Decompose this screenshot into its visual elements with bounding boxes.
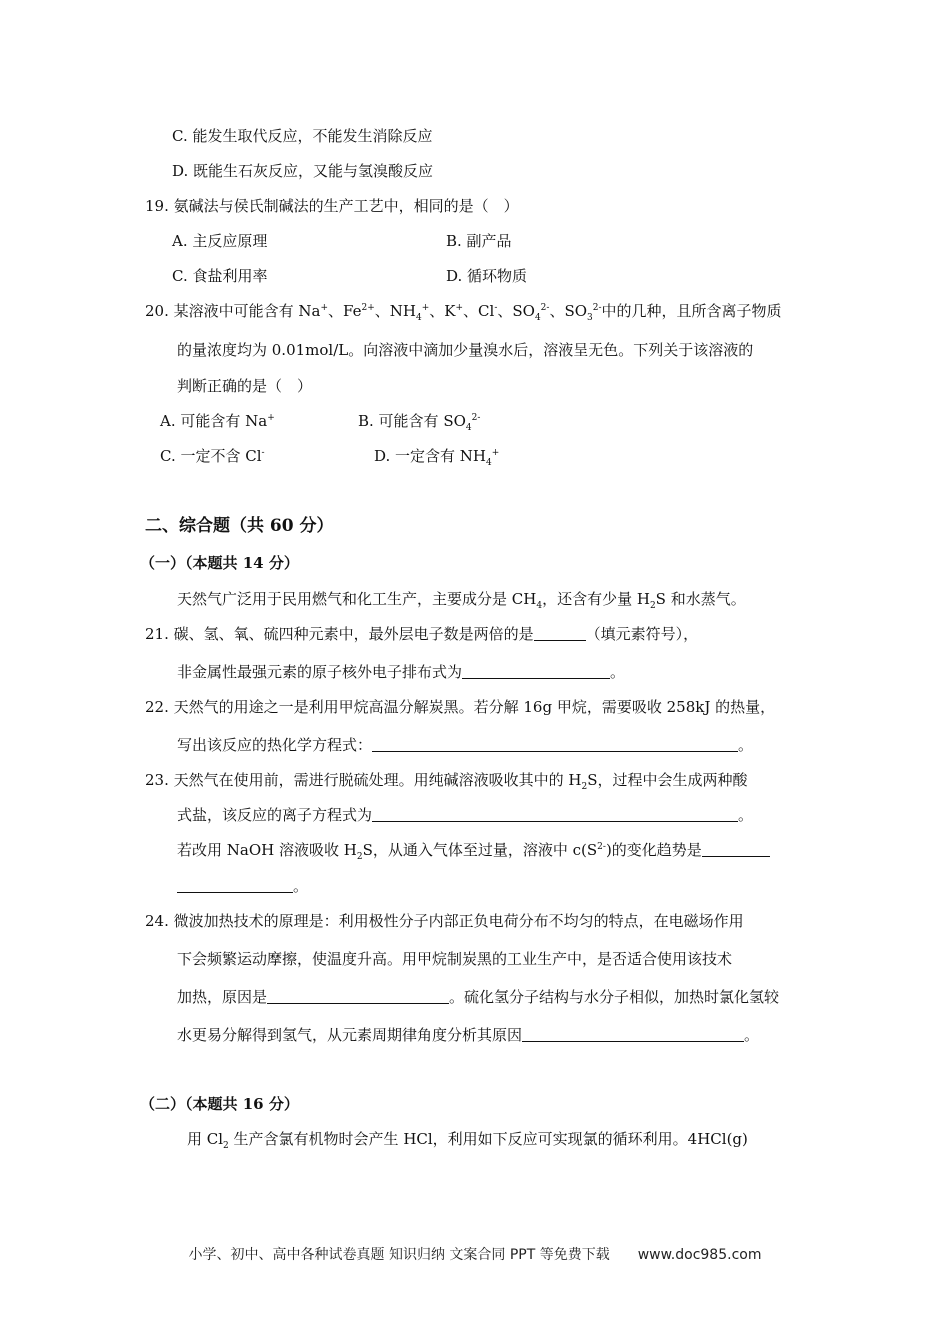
q20-stem-line2: 的量浓度均为 0.01mol/L。向溶液中滴加少量溴水后，溶液呈无色。下列关于该溶液的: [177, 341, 754, 359]
q24-line4: 水更易分解得到氢气，从元素周期律角度分析其原因 。: [177, 1026, 760, 1044]
q24-line1: 24. 微波加热技术的原理是：利用极性分子内部正负电荷分布不均匀的特点，在电磁场作用: [145, 912, 744, 930]
section-2-title: 二、综合题（共 60 分）: [145, 516, 334, 536]
answer-blank[interactable]: [372, 807, 738, 822]
q19-option-b: B. 副产品: [446, 232, 512, 250]
q22-line2: 写出该反应的热化学方程式： 。: [177, 736, 754, 754]
q24-line3: 加热，原因是 。硫化氢分子结构与水分子相似，加热时氯化氢较: [177, 988, 780, 1006]
answer-blank[interactable]: [702, 842, 770, 857]
part-2-title: （二）（本题共 16 分）: [140, 1095, 299, 1113]
q19-option-c: C. 食盐利用率: [172, 267, 268, 285]
q20-option-b: B. 可能含有 $SO_4^{2-}$: [358, 412, 481, 433]
q20-stem-line3: 判断正确的是（ ）: [177, 377, 313, 395]
answer-blank[interactable]: [177, 878, 293, 893]
answer-blank[interactable]: [267, 989, 449, 1004]
q20-option-a: A. 可能含有 Na+: [160, 412, 275, 430]
part-1-title: （一）（本题共 14 分）: [140, 554, 299, 572]
answer-blank[interactable]: [534, 626, 586, 641]
q23-line2: 式盐，该反应的离子方程式为 。: [177, 806, 754, 824]
part-2-intro: 用 $Cl_2$ 生产含氯有机物时会产生 HCl，利用如下反应可实现氯的循环利用。4HCl(g): [187, 1130, 748, 1151]
answer-blank[interactable]: [462, 664, 610, 679]
q19-option-a: A. 主反应原理: [172, 232, 268, 250]
q20-stem-line1: 20. 某溶液中可能含有 Na+、$Fe^{2+}$、$NH_4^+$、K+、Cl-、$SO_4^{2-}$、$SO_3^{2-}$中的几种，且所含离子物质: [145, 302, 782, 323]
footer-banner: 小学、初中、高中各种试卷真题 知识归纳 文案合同 PPT 等免费下载 www.doc985.com: [188, 1247, 762, 1263]
q19-stem: 19. 氨碱法与侯氏制碱法的生产工艺中，相同的是（ ）: [145, 197, 519, 215]
q20-option-c: C. 一定不含 Cl-: [160, 447, 265, 465]
q23-line3: 若改用 NaOH 溶液吸收 $H_2S$，从通入气体至过量，溶液中 $c(S^{2-})$的变化趋势是: [177, 840, 770, 860]
q18-option-c: C. 能发生取代反应，不能发生消除反应: [172, 127, 433, 145]
answer-blank[interactable]: [522, 1027, 744, 1042]
q24-line2: 下会频繁运动摩擦，使温度升高。用甲烷制炭黑的工业生产中，是否适合使用该技术: [177, 950, 733, 968]
part-1-intro: 天然气广泛用于民用燃气和化工生产，主要成分是 $CH_4$，还含有少量 $H_2S$ 和水蒸气。: [177, 590, 746, 611]
q21-line2: 非金属性最强元素的原子核外电子排布式为 。: [177, 663, 626, 681]
q21-line1: 21. 碳、氢、氧、硫四种元素中，最外层电子数是两倍的是 （填元素符号），: [145, 625, 699, 643]
q18-option-d: D. 既能生石灰反应，又能与氢溴酸反应: [172, 162, 434, 180]
q22-line1: 22. 天然气的用途之一是利用甲烷高温分解炭黑。若分解 16g 甲烷，需要吸收 258kJ 的热量，: [145, 698, 776, 716]
q23-line1: 23. 天然气在使用前，需进行脱硫处理。用纯碱溶液吸收其中的 $H_2S$，过程中会生成两种酸: [145, 771, 748, 792]
q20-option-d: D. 一定含有 $NH_4^+$: [374, 447, 500, 468]
q19-option-d: D. 循环物质: [446, 267, 528, 285]
answer-blank[interactable]: [372, 737, 738, 752]
q23-line4: 。: [177, 876, 308, 896]
